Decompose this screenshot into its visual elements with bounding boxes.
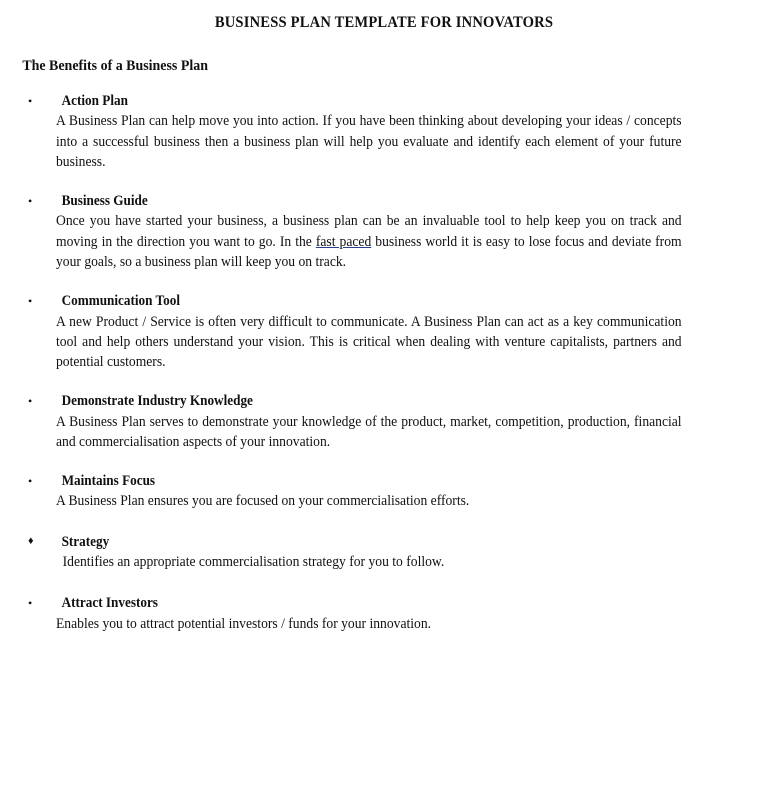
benefit-body-text: Identifies an appropriate commercialisation strategy for you to follow. xyxy=(62,554,445,571)
round-bullet-icon: • xyxy=(28,393,33,408)
list-item xyxy=(0,595,768,634)
benefit-body-text: A Business Plan can help move you into action. If you have been thinking about developing your ideas / concepts into a successful business then a business plan will help you evaluate and identify each element of your future business. xyxy=(56,113,682,171)
benefit-body-text: A Business Plan ensures you are focused on your commercialisation efforts. xyxy=(56,493,470,510)
list-item xyxy=(0,193,768,273)
list-item xyxy=(0,293,768,373)
benefit-body xyxy=(56,412,682,453)
benefit-body-text-before-link: Once you have started your business, a business plan can be an invaluable tool to help keep you on track and moving in the direction you want to go. In the xyxy=(56,213,682,250)
benefit-body xyxy=(56,312,682,373)
round-bullet-icon: • xyxy=(28,595,33,610)
benefits-bullet-list xyxy=(0,75,768,635)
benefit-body xyxy=(56,211,682,272)
benefit-body-text-after-link: business world it is easy to lose focus and deviate from your goals, so a business plan will keep you on track. xyxy=(56,233,682,271)
benefit-title: Maintains Focus xyxy=(61,472,156,489)
benefit-title: Strategy xyxy=(61,533,110,550)
round-bullet-icon: • xyxy=(28,473,33,488)
document-title: BUSINESS PLAN TEMPLATE FOR INNOVATORS xyxy=(214,14,554,31)
round-bullet-icon: • xyxy=(28,193,33,208)
benefit-body xyxy=(56,552,682,572)
benefit-title: Business Guide xyxy=(61,192,148,209)
benefit-body xyxy=(56,614,682,634)
benefit-body-text: Enables you to attract potential investors / funds for your innovation. xyxy=(56,615,432,632)
benefit-body xyxy=(56,111,682,172)
section-heading: The Benefits of a Business Plan xyxy=(22,58,208,75)
benefit-title: Action Plan xyxy=(61,92,128,109)
fast-paced-link[interactable]: fast paced xyxy=(315,233,372,250)
round-bullet-icon: • xyxy=(28,293,33,308)
benefit-body-text: A new Product / Service is often very difficult to communicate. A Business Plan can act as a key communication tool and help others understand your vision. This is critical when dealing with venture capitalists, partners and potential customers. xyxy=(56,313,682,371)
diamond-bullet-icon: ♦ xyxy=(28,534,34,547)
benefit-title: Communication Tool xyxy=(61,292,180,309)
list-item xyxy=(0,93,768,173)
benefit-title: Attract Investors xyxy=(61,594,158,611)
benefit-body xyxy=(56,491,682,511)
benefit-title: Demonstrate Industry Knowledge xyxy=(61,392,253,409)
list-item xyxy=(0,473,768,512)
list-item xyxy=(0,393,768,453)
round-bullet-icon: • xyxy=(28,93,33,108)
list-item xyxy=(0,534,768,573)
benefit-body-text: A Business Plan serves to demonstrate your knowledge of the product, market, competition, production, financial and commercialisation aspects of your innovation. xyxy=(56,413,682,451)
